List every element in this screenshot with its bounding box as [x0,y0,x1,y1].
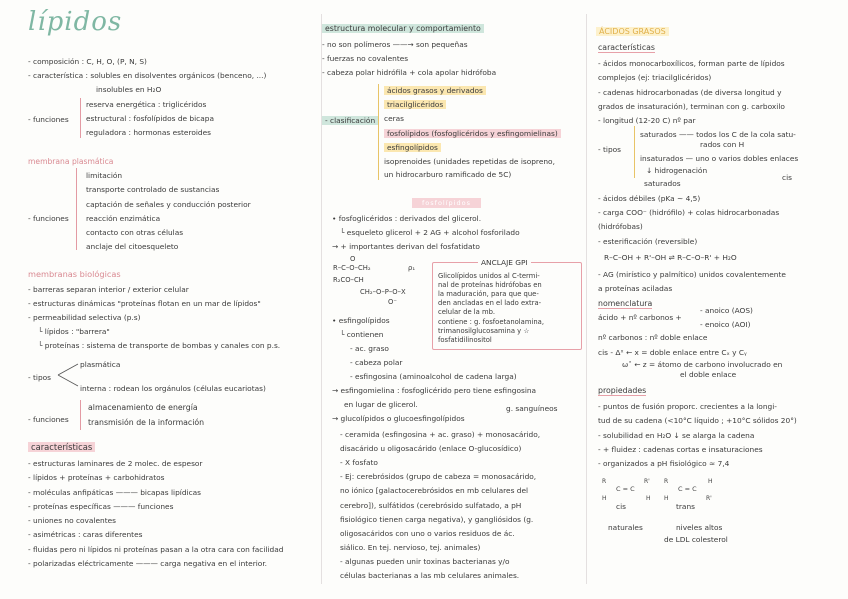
svg-text:H: H [602,495,607,502]
bracket [80,98,81,138]
list-item: cis - Δˣ ← x = doble enlace entre Cₓ y Cᵧ [598,348,747,357]
characteristics-heading: características [28,442,95,452]
caption: naturales [608,523,643,532]
cis-label: cis [616,502,626,511]
list-item: saturados —— todos los C de la cola satu- [640,130,796,139]
list-item: g. sanguíneos [506,404,558,413]
list-item: ↓ hidrogenación [646,166,708,175]
list-item: - polarizadas eléctricamente ——— carga negativa en el interior. [28,559,268,568]
section-badge: fosfolípidos [412,198,481,208]
box-text: nal de proteínas hidrófobas en [438,281,542,289]
list-item: - anoico (AOS) [700,306,753,315]
list-item: - cadenas hidrocarbonadas (de diversa longitud y [598,88,782,97]
list-item: - característica : solubles en disolventes orgánicos (benceno, ...) [28,71,267,80]
formula-text: O [350,255,356,263]
column-divider [586,14,587,584]
list-item: ω˟ ← z = átomo de carbono involucrado en [622,360,783,369]
svg-text:R: R [664,478,669,485]
svg-text:C = C: C = C [678,485,697,493]
list-item: - solubilidad en H₂O ↓ se alarga la cadena [598,431,755,440]
list-item: - funciones [28,115,69,124]
structure-heading: estructura molecular y comportamiento [322,24,484,33]
caption: niveles altos [676,523,723,532]
list-item: grados de insaturación), terminan con g. carboxilo [598,102,785,111]
classification-label: esfingolípidos [384,143,441,152]
caption: de LDL colesterol [664,535,728,544]
list-item: - tipos [28,373,52,382]
list-item: - uniones no covalentes [28,516,117,525]
box-text: fosfatidilinositol [438,336,492,344]
list-item: - + fluidez : cadenas cortas e insaturaciones [598,445,763,454]
list-item: complejos (ej: triacilglicéridos) [598,73,712,82]
list-item: oligosacáridos con uno o varios residuos de ác. [340,529,515,538]
svg-text:C = C: C = C [616,485,635,493]
list-item: reacción enzimática [86,214,161,223]
list-item: └ esqueleto glicerol + 2 AG + alcohol fosforilado [340,228,520,237]
list-item: - lípidos + proteínas + carbohidratos [28,473,165,482]
list-item: - ácidos monocarboxílicos, forman parte de lípidos [598,59,785,68]
svg-text:R': R' [706,495,712,502]
section-heading [28,443,95,452]
fatty-acids-heading: ÁCIDOS GRASOS [596,27,669,36]
section-heading [596,27,669,36]
formula-text: O⁻ [388,298,397,306]
list-item: células bacterianas a las mb celulares animales. [340,571,520,580]
bracket [634,126,635,178]
list-item: → glucolípidos o glucoesfingolípidos [332,414,465,423]
list-item: - longitud (12-20 C) nº par [598,116,696,125]
page-title: lípidos [28,7,123,37]
classification-label: ácidos grasos y derivados [384,86,486,95]
list-item: → esfingomielina : fosfoglicérido pero tiene esfingosina [332,386,537,395]
list-item: - barreras separan interior / exterior celular [28,285,189,294]
classification-item [384,143,441,152]
list-item: - permeabilidad selectiva (p.s) [28,313,141,322]
list-item: interna : rodean los orgánulos (células eucariotas) [80,384,266,393]
list-item: estructural : fosfolípidos de bicapa [86,114,214,123]
list-item: - algunas pueden unir toxinas bacterianas y/o [340,557,510,566]
formula-text: R–C–O–CH₂ [333,264,371,272]
list-item: contacto con otras células [86,228,184,237]
list-item: a proteínas aciladas [598,284,673,293]
list-item: - X fosfato [340,458,378,467]
list-item: - fuerzas no covalentes [322,54,409,63]
list-item: - proteínas específicas ——— funciones [28,502,174,511]
list-item: reserva energética : triglicéridos [86,100,207,109]
list-item: en lugar de glicerol. [344,400,418,409]
list-item: - estructuras dinámicas "proteínas flotan en un mar de lípidos" [28,299,261,308]
list-item: rados con H [700,140,745,149]
list-item: saturados [644,179,681,188]
list-item: cis [782,173,792,182]
section-heading: membranas biológicas [28,269,121,279]
list-item: - funciones [28,415,69,424]
svg-text:H: H [708,478,713,485]
list-item: - composición : C, H, O, (P, N, S) [28,57,147,66]
box-text: la maduración, para que que- [438,290,539,298]
list-item: └ contienen [340,330,384,339]
section-heading [322,24,484,33]
trans-label: trans [676,502,695,511]
list-item: nº carbonos : nº doble enlace [598,333,708,342]
list-item: el doble enlace [680,370,737,379]
section-heading: membrana plasmática [28,157,114,166]
equation: R–C–OH + R'–OH ⇌ R–C–O–R' + H₂O [604,253,737,262]
list-item: └ proteínas : sistema de transporte de bombas y canales con p.s. [38,341,281,350]
box-text: celular de la mb. [438,308,496,316]
bracket [378,84,379,180]
list-item: - estructuras laminares de 2 molec. de espesor [28,459,203,468]
list-item: limitación [86,171,123,180]
box-text: trimanosilglucosamina y ☆ [438,327,530,335]
list-item: disacárido u oligosacárido (enlace O-glucosídico) [340,444,522,453]
formula-text: CH₂–O–P–O–X [360,288,406,296]
subheading: características [598,43,655,52]
formula-text: ρ₁ [408,264,416,272]
svg-text:H: H [646,495,651,502]
classification-item: isoprenoides (unidades repetidas de isopreno, [384,157,555,166]
box-text: den ancladas en el lado extra- [438,299,542,307]
bracket [80,400,81,430]
list-item: - fluidas pero ni lípidos ni proteínas pasan a la otra cara con facilidad [28,545,284,554]
list-item: (hidrófobas) [598,222,643,231]
gpi-title: ANCLAJE GPI [478,258,531,267]
bracket [76,168,77,250]
list-item: no iónico [galactocerebrósidos en mb celulares del [340,486,529,495]
classification-item [384,86,486,95]
list-item: ácido + nº carbonos + [598,313,682,322]
column-divider [321,14,322,584]
list-item: transporte controlado de sustancias [86,185,220,194]
svg-text:R': R' [644,478,650,485]
list-item: - esfingosina (aminoalcohol de cadena larga) [350,372,517,381]
list-item: - organizados a pH fisiológico ≈ 7,4 [598,459,730,468]
classification-item: ceras [384,114,405,123]
classification-heading: - clasificación [322,116,378,125]
box-text: Glicolípidos unidos al C-termi- [438,272,540,280]
list-item: - ácidos débiles (pKa ~ 4,5) [598,194,701,203]
classification-label: fosfolípidos (fosfoglicéridos y esfingomielinas) [384,129,561,138]
list-item: - ceramida (esfingosina + ac. graso) + monosacárido, [340,430,541,439]
list-item: • esfingolípidos [332,316,390,325]
list-item: transmisión de la información [88,418,205,427]
classification-item [384,100,446,109]
list-item: - cabeza polar [350,358,403,367]
list-item: - enoico (AOI) [700,320,751,329]
subheading: propiedades [598,386,647,395]
cis-molecule-diagram [600,474,660,502]
list-item: - esterificación (reversible) [598,237,698,246]
classification-label: triacilglicéridos [384,100,446,109]
classification-label [322,116,378,125]
list-item: - asimétricas : caras diferentes [28,530,143,539]
list-item: - carga COO⁻ (hidrófilo) + colas hidrocarbonadas [598,208,780,217]
list-item: - cabeza polar hidrófila + cola apolar hidrófoba [322,68,497,77]
classification-item: un hidrocarburo ramificado de 5C) [384,170,512,179]
list-item: - funciones [28,214,69,223]
list-item: insaturados — uno o varios dobles enlaces [640,154,799,163]
list-item: fisiológico tienen carga negativa), y gangliósidos (g. [340,515,534,524]
list-item: plasmática [80,360,121,369]
trans-molecule-diagram [662,474,722,502]
list-item: insolubles en H₂O [96,85,162,94]
list-item: - ac. graso [350,344,389,353]
list-item: └ lípidos : "barrera" [38,327,110,336]
list-item: cerebro]), sulfátidos (cerebrósido sulfatado, a pH [340,501,522,510]
classification-item [384,129,561,138]
list-item: - tipos [598,145,622,154]
list-item: • fosfoglicéridos : derivados del glicerol. [332,214,482,223]
list-item: captación de señales y conducción posterior [86,200,251,209]
list-item: anclaje del citoesqueleto [86,242,179,251]
list-item: - AG (mirístico y palmítico) unidos covalentemente [598,270,786,279]
list-item: - Ej: cerebrósidos (grupo de cabeza = monosacárido, [340,472,537,481]
list-item: - no son polímeros ——→ son pequeñas [322,40,468,49]
svg-text:R: R [602,478,607,485]
formula-text: R₂CO–CH [333,276,364,284]
list-item: tud de su cadena (<10°C líquido ; +10°C sólidos 20°) [598,416,797,425]
list-item: - moléculas anfipáticas ——— bicapas lipídicas [28,488,202,497]
svg-text:H: H [664,495,669,502]
list-item: siálico. En tej. nervioso, tej. animales) [340,543,481,552]
box-title [478,258,531,267]
list-item: almacenamiento de energía [88,403,198,412]
subheading: nomenclatura [598,299,653,308]
list-item: reguladora : hormonas esteroides [86,128,211,137]
list-item: → + importantes derivan del fosfatidato [332,242,480,251]
branch-arrow-icon [56,360,80,390]
box-text: contiene : g. fosfoetanolamina, [438,318,544,326]
list-item: - puntos de fusión proporc. crecientes a la longi- [598,402,777,411]
